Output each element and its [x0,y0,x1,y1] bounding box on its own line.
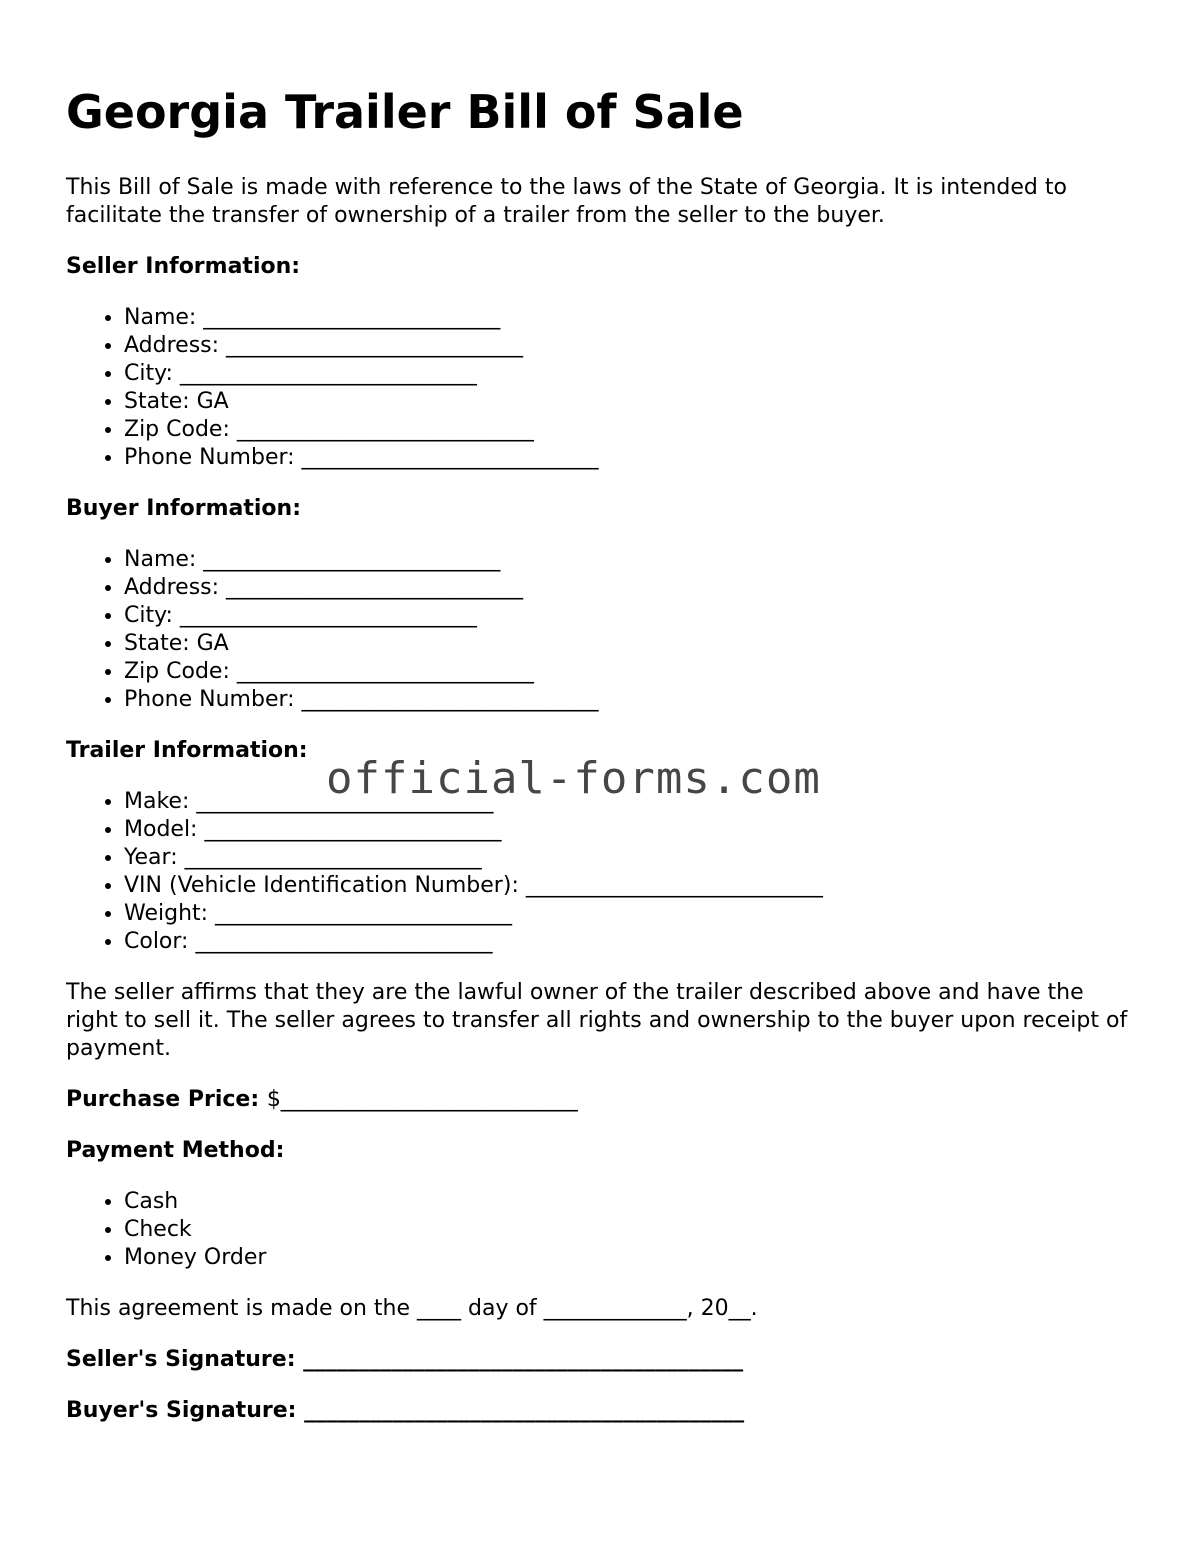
buyer-signature [66,1397,1136,1425]
trailer-year-field: • Year: ___________________________ [124,844,1136,872]
trailer-vin-field: • VIN (Vehicle Identification Number): ___________________________ [124,872,1136,900]
intro-paragraph: This Bill of Sale is made with reference to the laws of the State of Georgia. It is intended to facilitate the transfer of ownership of a trailer from the seller to the buyer. [66,175,1067,228]
seller-signature [66,1346,1136,1374]
trailer-heading: Trailer Information: [66,738,308,763]
payment-option-check: • Check [124,1216,1136,1244]
buyer-signature-label: Buyer's Signature: [66,1398,297,1423]
buyer-name-field: • Name: ___________________________ [124,546,1136,574]
buyer-list [66,546,1136,714]
trailer-list [66,788,1136,956]
seller-city-field: • City: ___________________________ [124,360,1136,388]
seller-address-field: • Address: ___________________________ [124,332,1136,360]
payment-list [66,1188,1136,1272]
buyer-heading: Buyer Information: [66,496,301,521]
seller-signature-line: ________________________________________ [303,1347,744,1372]
purchase-price-value: $___________________________ [266,1087,578,1112]
buyer-phone-field: • Phone Number: ___________________________ [124,686,1136,714]
buyer-signature-line: ________________________________________ [304,1398,745,1423]
seller-name-field: • Name: ___________________________ [124,304,1136,332]
trailer-weight-field: • Weight: ___________________________ [124,900,1136,928]
payment-option-money-order: • Money Order [124,1244,1136,1272]
agreement-date: This agreement is made on the ____ day of _____________, 20__. [66,1296,758,1321]
trailer-model-field: • Model: ___________________________ [124,816,1136,844]
buyer-city-field: • City: ___________________________ [124,602,1136,630]
buyer-state-field: • State: GA [124,630,1136,658]
affirmation-paragraph: The seller affirms that they are the lawful owner of the trailer described above and have the right to sell it. The seller agrees to transfer all rights and ownership to the buyer upon receipt of payment. [66,980,1128,1061]
seller-signature-label: Seller's Signature: [66,1347,296,1372]
seller-list [66,304,1136,472]
watermark: official-forms.com [326,753,821,804]
seller-zip-field: • Zip Code: ___________________________ [124,416,1136,444]
buyer-zip-field: • Zip Code: ___________________________ [124,658,1136,686]
purchase-price [66,1086,1136,1114]
page-title: Georgia Trailer Bill of Sale [66,85,744,139]
payment-heading: Payment Method: [66,1138,285,1163]
seller-state-field: • State: GA [124,388,1136,416]
buyer-address-field: • Address: ___________________________ [124,574,1136,602]
seller-heading: Seller Information: [66,254,301,279]
trailer-color-field: • Color: ___________________________ [124,928,1136,956]
purchase-price-label: Purchase Price: [66,1087,260,1112]
trailer-make-field: • Make: ___________________________ [124,788,1136,816]
payment-option-cash: • Cash [124,1188,1136,1216]
seller-phone-field: • Phone Number: ___________________________ [124,444,1136,472]
